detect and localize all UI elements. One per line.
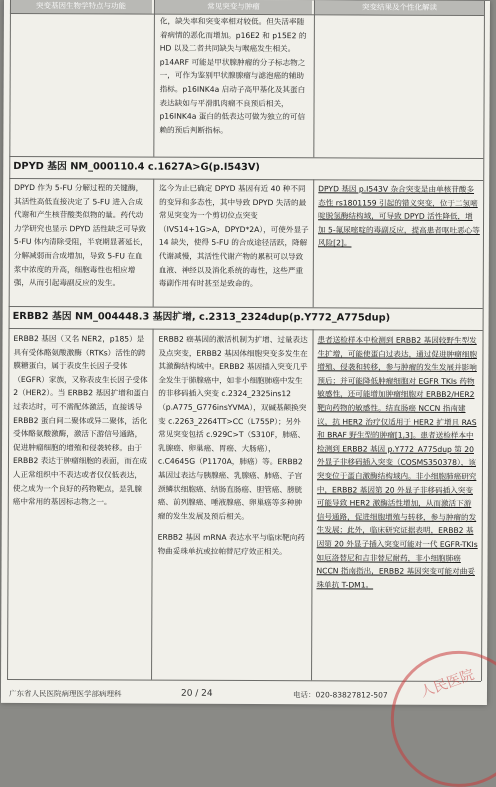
dpyd-mutation-text: 迄今为止已确定 DPYD 基因有近 40 种不同的变异和多态性，其中导致 DPYD 失活的最常见突变为一个剪切位点突变（IVS14+1G>A，DPYD*2A），可使外显子 14 缺失，使得 5-FU 的合成途径活跃，降解代谢减慢，其活性代谢产物的累积可以导致血液、神经以及消化系统的毒性，这些严重毒副作用有时甚至是致命的。 bbox=[158, 183, 309, 289]
continued-mutation-text: 化，缺失率和突变率相对较低。但失活率随着病情的恶化而增加。p16E2 和 p15E2 的 HD 以及二者共同缺失与喉癌发生相关。p14ARF 可能是甲状腺肿瘤的分子标志物之一，可作为鉴别甲状腺腺瘤与滤泡癌的辅助指标。p16INK4a 启动子高甲基化及其蛋白表达缺如与平滑肌肉瘤不良预后相关，p16INK4a 蛋白的低表达可做为独立的可信赖的预后判断指标。 bbox=[159, 16, 307, 135]
report-page bbox=[1, 0, 490, 705]
erbb2-mutation-text: ERBB2 癌基因的激活机制为扩增、过量表达及点突变，ERBB2 基因体细胞突变多发生在其激酶结构域中。ERBB2 基因插入突变几乎全发生于肺腺癌中，如非小细胞肺癌中发生的非移码插入突变 c.2324_2325ins12（p.A775_G776insYVMA），双碱基颠换突变 c.2263_2264TT>CC（L755P）；另外常见突变包括 c.929C>T（S310F，肺癌、乳腺癌、卵巢癌、胃癌、大肠癌），c.C4645G（P1170A，肺癌）等。ERBB2 基因过表达与胰腺癌、乳腺癌、肺癌、子宫颈鳞状细胞癌、结肠直肠癌、胆管癌、膀胱癌、前列腺癌、唾液腺癌、卵巢癌等多种肿瘤的发生发展及预后相关。 ERBB2 基因 mRNA 表达水平与临床靶向药物曲妥珠单抗或拉帕替尼疗效正相关。 bbox=[157, 334, 308, 557]
dpyd-function-text: DPYD 作为 5-FU 分解过程的关键酶，其活性高低直接决定了 5-FU 进入合成代谢和产生核苷酸类似物的量。药代动力学研究也显示 DPYD 活性缺乏可导致 5-FU 体内清除受阻，半衰期显著延长，分解减弱而合成增加，导致 5-FU 在血浆中浓度的升高，细胞毒性也相应增强，从而引起毒副反应的发生。 bbox=[13, 182, 148, 288]
page-number: 20 / 24 bbox=[180, 688, 213, 699]
footer-phone: 电话：020-83827812-507 bbox=[292, 690, 388, 700]
header-result-interpretation: 突变结果及个性化解读 bbox=[315, 0, 484, 15]
dpyd-section-title: DPYD 基因 NM_000110.4 c.1627A>G(p.I543V) bbox=[13, 160, 260, 174]
header-mutation-tumor: 常见突变与肿瘤 bbox=[155, 0, 312, 14]
header-gene-function: 突变基因生物学特点与功能 bbox=[10, 0, 152, 14]
dpyd-interpretation-text: DPYD 基因 p.I543V 杂合突变是由单核苷酸多态性 rs1801159 引起的错义突变，位于二氢嘧啶脱氢酶结构域，可导致 DPYD 活性降低，增加 5-氟尿嘧啶的毒副反应，提高患者呕吐恶心等风险[2]。 bbox=[317, 184, 480, 248]
hospital-seal-lettering: 人民医院 bbox=[418, 666, 477, 701]
erbb2-section-title: ERBB2 基因 NM_004448.3 基因扩增, c.2313_2324dup(p.Y772_A775dup) bbox=[12, 310, 391, 324]
footer-department: 广东省人民医院病理医学部病理科 bbox=[8, 688, 122, 699]
erbb2-interpretation-text: 患者送检样本中检测到 ERBB2 基因较野生型发生扩增，可能使蛋白过表达，通过促进肿瘤细胞增殖、侵袭和转移，参与肿瘤的发生发展并影响预后；并可能降低肿瘤细胞对 EGFR TKIs 药物敏感性，还可能增加肿瘤细胞对 ERBB2/HER2 靶向药物的敏感性。结直肠癌 NCCN 指南建议，抗 HER2 治疗仅适用于 HER2 扩增且 RAS 和 BRAF 野生型的肿瘤[1,3]。患者送检样本中检测到 ERBB2 基因 p.Y772_A775dup 第 20 外显子非移码插入突变（COSMS350378），该突变位于蛋白激酶结构域内。非小细胞肺癌研究中，ERBB2 基因第 20 外显子非移码插入突变可能导致 HER2 激酶活性增加，从而激活下游信号通路，促进细胞增殖与转移，参与肿瘤的发生发展；此外，临床研究证据表明，ERBB2 基因第 20 外显子插入突变可能对一代 EGFR-TKIs 如厄洛替尼和吉非替尼耐药，非小细胞肺癌 NCCN 指南指出，ERBB2 基因突变可能对曲妥珠单抗 T-DM1。 bbox=[316, 335, 478, 590]
erbb2-function-text: ERBB2 基因（又名 NER2，p185）是具有受体酪氨酸激酶（RTKs）活性的跨膜糖蛋白，属于表皮生长因子受体（EGFR）家族，又称表皮生长因子受体 2（HER2）。当 ERBB2 基因扩增和蛋白过表达时，可不需配体激活，直接诱导 ERBB2 蛋白间二聚体或异二聚体，活化受体酪氨酸激酶，激活下游信号通路，促进肿瘤细胞的增殖和侵袭转移。由于 ERBB2 表达于肿瘤细胞的表面，而在成人正常组织中不表达或者仅仅低表达，使之成为一个良好的药物靶点，是乳腺癌中常用的基因标志物之一。 bbox=[12, 333, 149, 507]
